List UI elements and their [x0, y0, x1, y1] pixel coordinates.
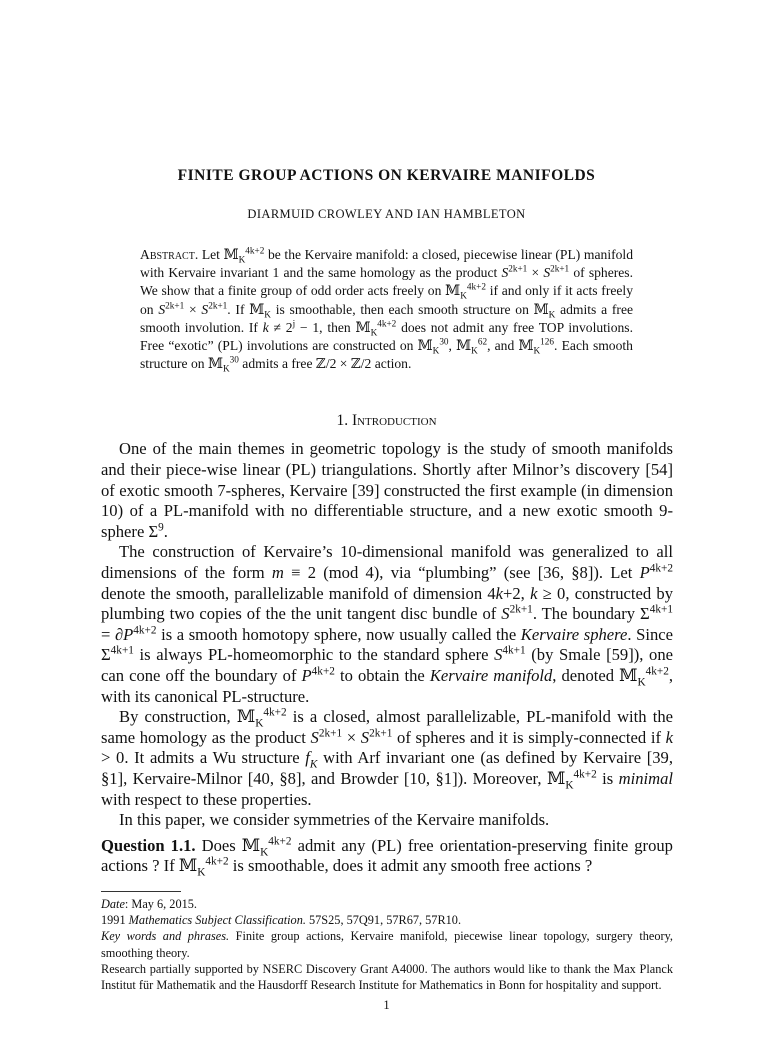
question-text: Does 𝕄$_K^{4k+2}$ admit any (PL) free orientation-preserving finite group actions ? If 𝕄$_K^{4k+2}$ is smoothable, does it admit any smooth free actions ? — [101, 835, 673, 879]
paper-authors: DIARMUID CROWLEY AND IAN HAMBLETON — [247, 207, 526, 221]
question-label: Question 1.1. — [101, 835, 196, 855]
body-text — [101, 439, 674, 879]
footnote-msc: 1991 Mathematics Subject Classification. 57S25, 57Q91, 57R67, 57R10. — [101, 913, 462, 928]
page-number: 1 — [383, 998, 390, 1013]
section-title: Introduction — [351, 412, 437, 430]
footnotes — [101, 891, 673, 993]
section-number: 1. — [336, 412, 349, 430]
abstract-label: Abstract. — [140, 247, 199, 262]
abstract-text: Let 𝕄$_K^{4k+2}$ be the Kervaire manifold: a closed, piecewise linear (PL) manifold with Kervaire invariant 1 and the same homology as the product $S^{2k+1} \times S^{2k+1}$ of spheres. We show that a finite group of odd order acts freely on 𝕄$_K^{4k+2}$ if and only if it acts freely on $S^{2k+1} \times S^{2k+1}$. If 𝕄$_K$ is smoothable, then each smooth structure on 𝕄$_K$ admits a free smooth involution. If $k \ne 2^j - 1$, then 𝕄$_K^{4k+2}$ does not admit any free TOP involutions. Free “exotic” (PL) involutions are constructed on 𝕄$_K^{30}$, 𝕄$_K^{62}$, and 𝕄$_K^{126}$. Each smooth structure on 𝕄$_K^{30}$ admits a free ℤ/2 × ℤ/2 action. — [140, 245, 634, 374]
paper-title: FINITE GROUP ACTIONS ON KERVAIRE MANIFOLDS — [177, 167, 596, 184]
abstract — [140, 246, 633, 373]
paragraph: The construction of Kervaire’s 10-dimensional manifold was generalized to all dimensions of the form m ≡ 2 (mod 4), via “plumbing” (see [36, §8]). Let $P^{4k+2}$ denote the smooth, parallelizable manifold of dimension 4k+2, k ≥ 0, constructed by plumbing two copies of the the unit tangent disc bundle of $S^{2k+1}$. The boundary $\Sigma^{4k+1} = \partial P^{4k+2}$ is a smooth homotopy sphere, now usually called the Kervaire sphere. Since $\Sigma^{4k+1}$ is always PL-homeomorphic to the standard sphere $S^{4k+1}$ (by Smale [59]), one can cone off the boundary of $P^{4k+2}$ to obtain the Kervaire manifold, denoted 𝕄$_K^{4k+2}$, with its canonical PL-structure. — [101, 542, 674, 706]
footnote-rule — [101, 891, 181, 892]
section-heading — [0, 411, 773, 431]
footnote-keywords: Key words and phrases. Finite group actions, Kervaire manifold, piecewise linear topology, surgery theory, smoothing theory. — [101, 929, 674, 960]
paragraph: One of the main themes in geometric topology is the study of smooth manifolds and their piece-wise linear (PL) triangulations. Shortly after Milnor’s discovery [54] of exotic smooth 7-spheres, Kervaire [39] constructed the first example (in dimension 10) of a PL-manifold with no differentiable structure, and a new exotic smooth 9-sphere $\Sigma^9$. — [101, 439, 673, 541]
paragraph: In this paper, we consider symmetries of the Kervaire manifolds. — [119, 810, 550, 830]
question — [101, 836, 673, 877]
footnote-funding: Research partially supported by NSERC Discovery Grant A4000. The authors would like to thank the Max Planck Institut für Mathematik and the Hausdorff Research Institute for Mathematics in Bonn for hospitality and support. — [101, 961, 673, 992]
footnote-date: Date: May 6, 2015. — [101, 896, 197, 911]
paragraph: By construction, 𝕄$_K^{4k+2}$ is a closed, almost parallelizable, PL-manifold with the same homology as the product $S^{2k+1} \times S^{2k+1}$ of spheres and it is simply-connected if k > 0. It admits a Wu structure $f_K$ with Arf invariant one (as defined by Kervaire [39, §1], Kervaire-Milnor [40, §8], and Browder [10, §1]). Moreover, 𝕄$_K^{4k+2}$ is minimal with respect to these properties. — [101, 706, 674, 809]
